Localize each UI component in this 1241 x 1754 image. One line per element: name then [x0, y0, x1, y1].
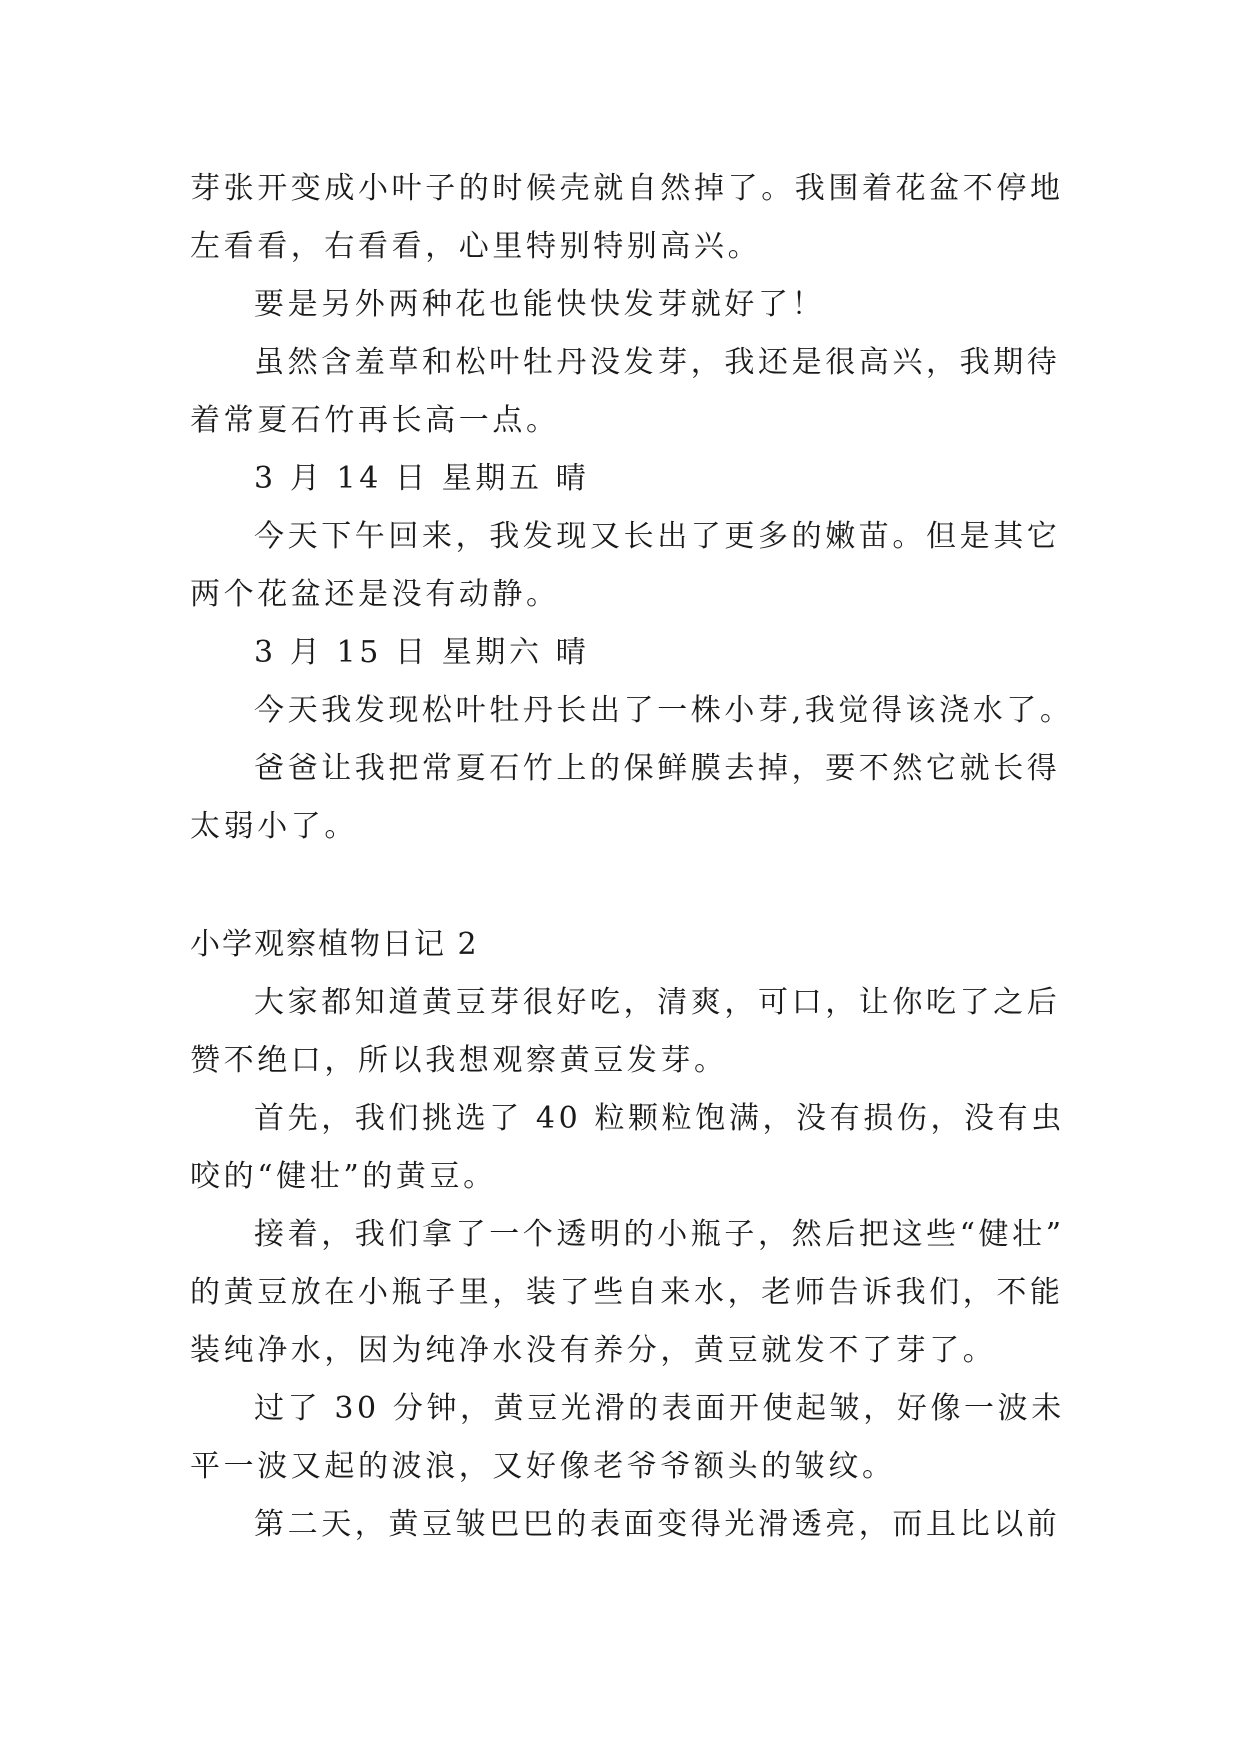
- text-line: 左看看，右看看，心里特别特别高兴。: [190, 229, 762, 264]
- text-line: 今天下午回来，我发现又长出了更多的嫩苗。但是其它: [254, 519, 1061, 554]
- text-line: 爸爸让我把常夏石竹上的保鲜膜去掉，要不然它就长得: [254, 751, 1061, 786]
- text-line: 要是另外两种花也能快快发芽就好了！: [254, 287, 826, 322]
- text-line: 太弱小了。: [190, 809, 358, 844]
- text-line: 芽张开变成小叶子的时候壳就自然掉了。我围着花盆不停地: [190, 171, 1064, 206]
- text-line: 着常夏石竹再长高一点。: [190, 403, 560, 438]
- diary-date-line: 3 月 15 日 星期六 晴: [254, 635, 590, 670]
- text-line: 虽然含羞草和松叶牡丹没发芽，我还是很高兴，我期待: [254, 345, 1061, 380]
- text-line: 装纯净水，因为纯净水没有养分，黄豆就发不了芽了。: [190, 1333, 997, 1368]
- text-line: 平一波又起的波浪，又好像老爷爷额头的皱纹。: [190, 1449, 896, 1484]
- text-line: 过了 30 分钟，黄豆光滑的表面开使起皱，好像一波未: [254, 1391, 1065, 1426]
- text-line: 大家都知道黄豆芽很好吃，清爽，可口，让你吃了之后: [254, 985, 1061, 1020]
- section-gap: [190, 856, 1060, 916]
- text-line: 首先，我们挑选了 40 粒颗粒饱满，没有损伤，没有虫: [254, 1101, 1065, 1136]
- document-body: [190, 160, 1074, 1554]
- text-line: 今天我发现松叶牡丹长出了一株小芽,我觉得该浇水了。: [254, 693, 1074, 728]
- text-line: 咬的“健壮”的黄豆。: [190, 1159, 497, 1194]
- text-line: 两个花盆还是没有动静。: [190, 577, 560, 612]
- section-title: 小学观察植物日记 2: [190, 927, 479, 962]
- text-line: 赞不绝口，所以我想观察黄豆发芽。: [190, 1043, 728, 1078]
- text-line: 第二天，黄豆皱巴巴的表面变得光滑透亮，而且比以前: [254, 1507, 1061, 1542]
- diary-date-line: 3 月 14 日 星期五 晴: [254, 461, 590, 496]
- text-line: 接着，我们拿了一个透明的小瓶子，然后把这些“健壮”: [254, 1217, 1065, 1252]
- text-line: 的黄豆放在小瓶子里，装了些自来水，老师告诉我们，不能: [190, 1275, 1064, 1310]
